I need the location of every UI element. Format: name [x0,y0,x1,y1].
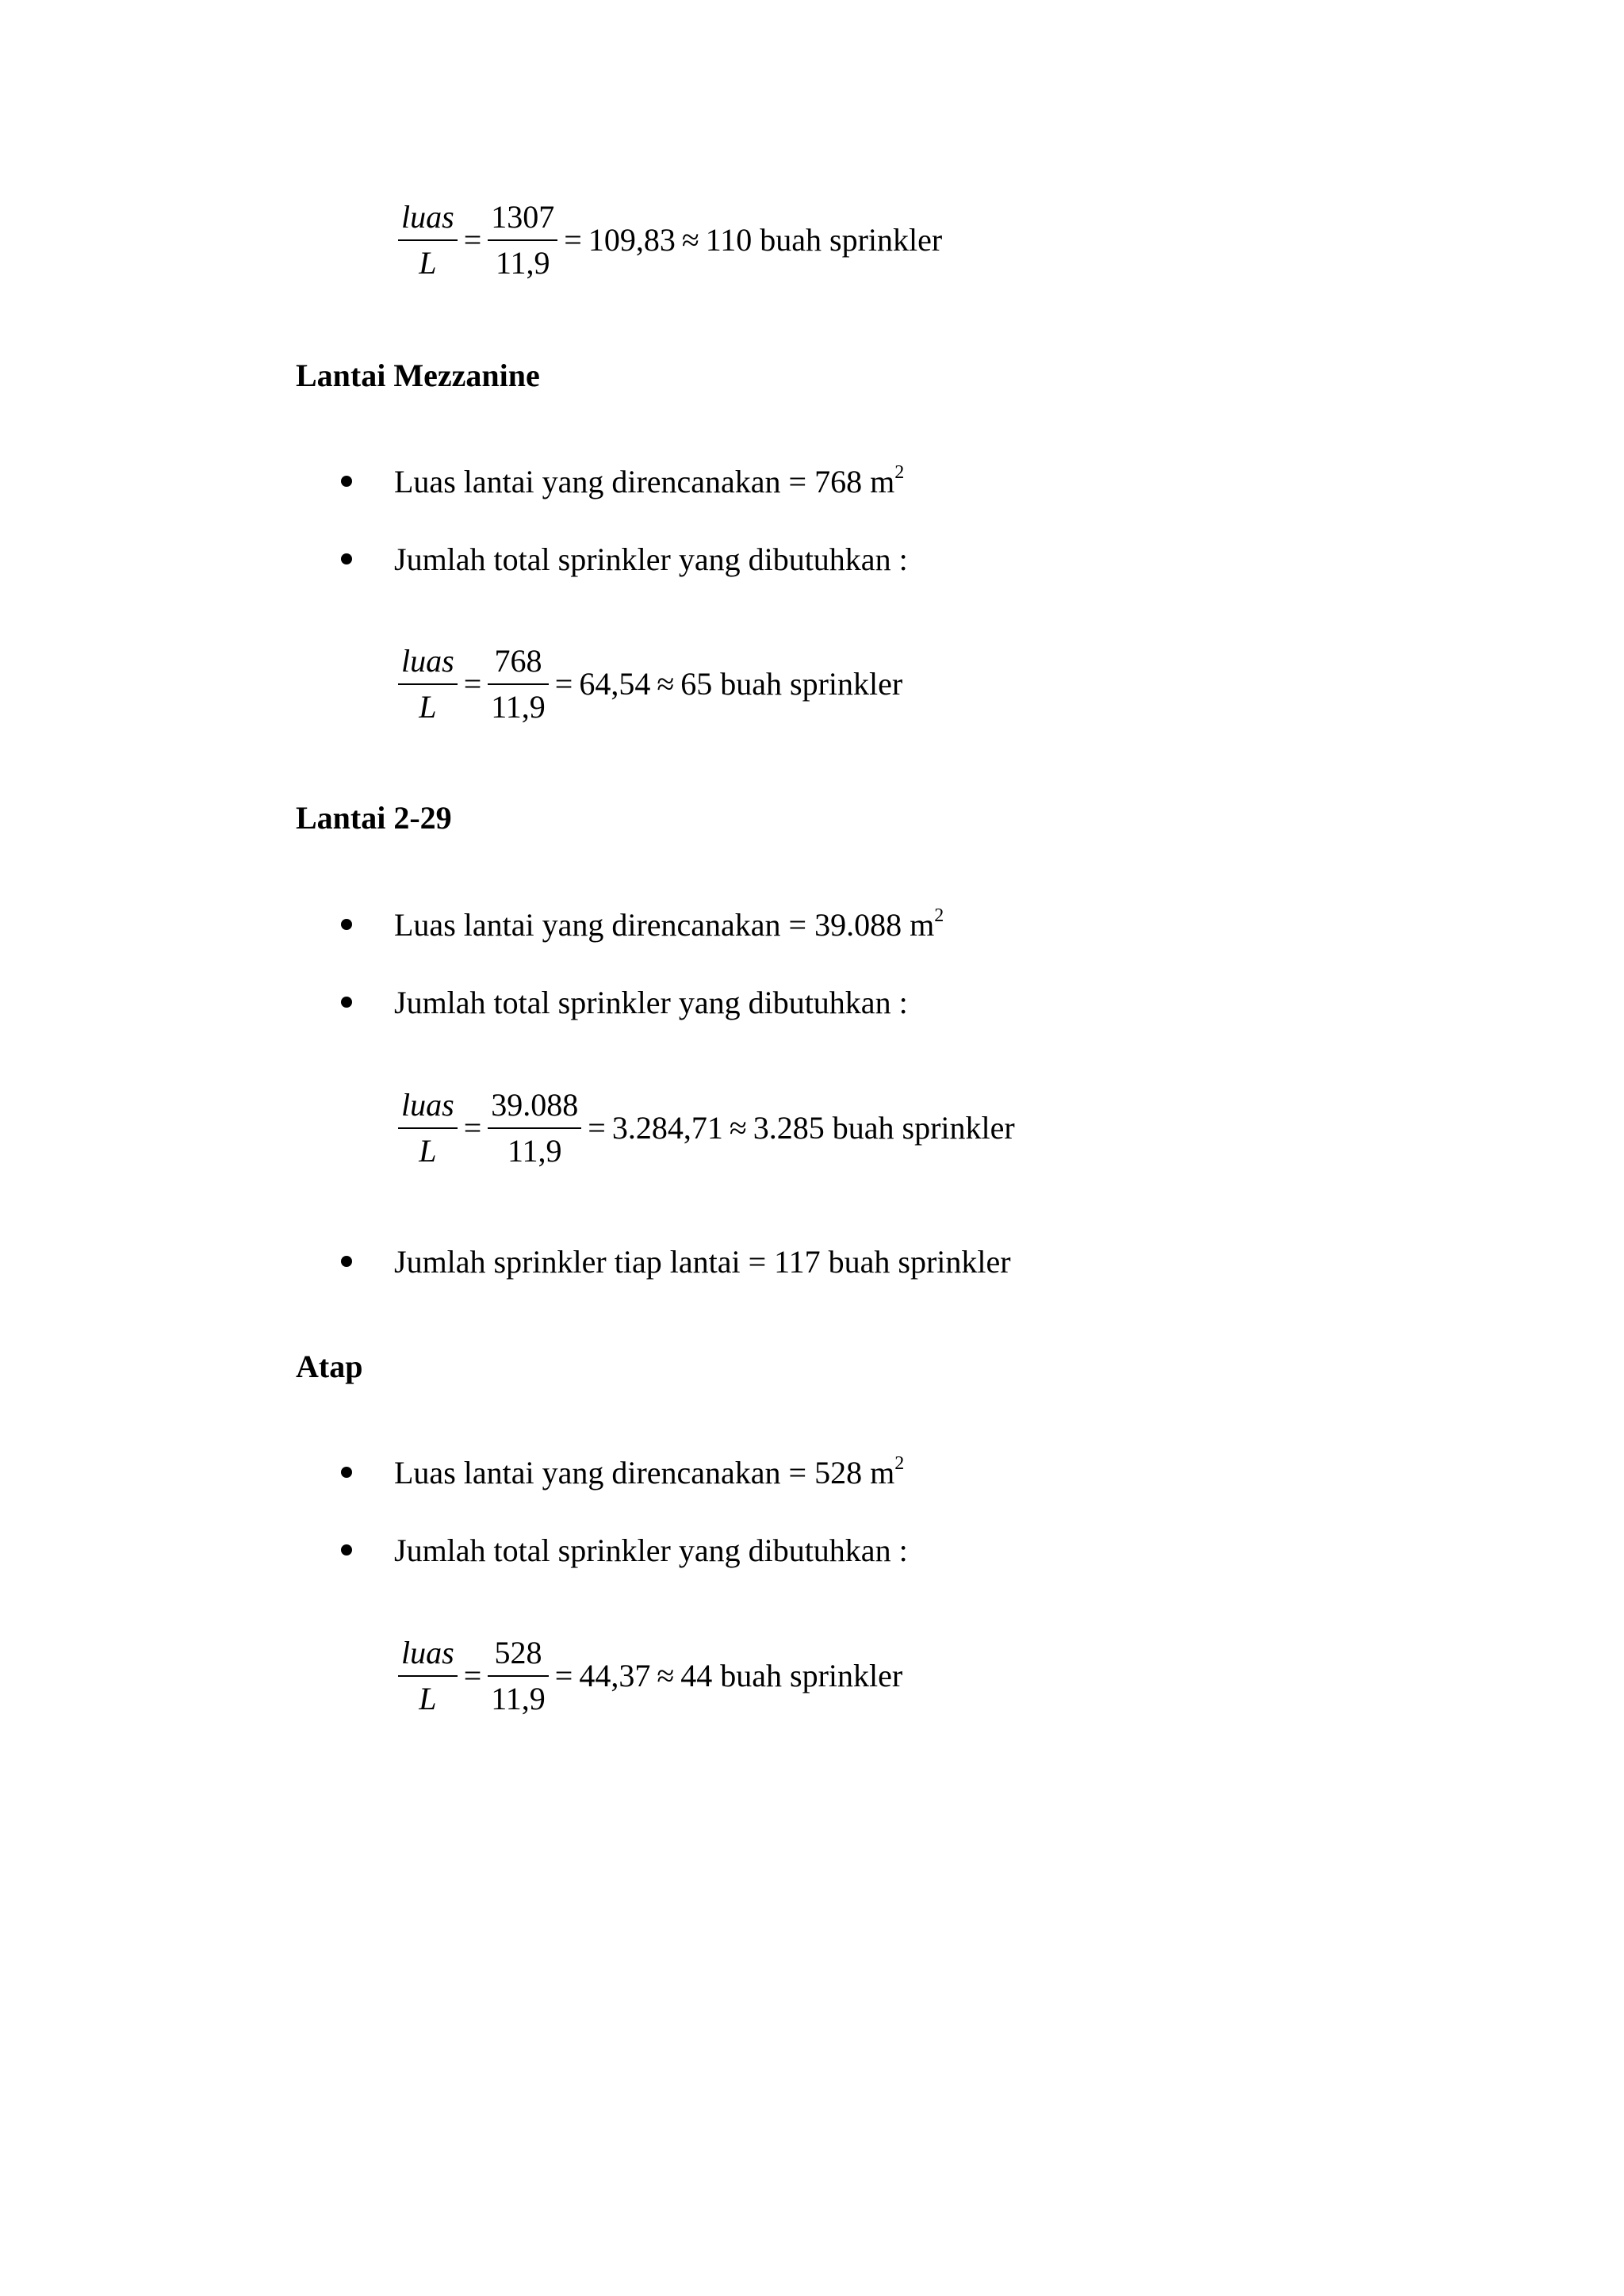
bullet-text: Jumlah total sprinkler yang dibutuhkan : [394,541,908,577]
equation-result: 3.284,71 [611,1110,723,1146]
superscript: 2 [894,1452,905,1474]
fraction-numerator: luas [401,1087,454,1123]
fraction-denominator: 11,9 [495,245,550,281]
bullet-icon [341,1544,352,1556]
bullet-text: Jumlah total sprinkler yang dibutuhkan : [394,985,908,1020]
bullet-icon [341,1467,352,1478]
approx-sign: ≈ [681,222,699,258]
fraction-area-over-coverage [488,1083,581,1173]
fraction-numerator: 528 [494,1635,542,1670]
fraction-numerator: luas [401,643,454,679]
bullet-icon [341,553,352,564]
bullet-icon [341,919,352,930]
section-heading-lantai-2-29: Lantai 2-29 [296,800,452,836]
fraction-luas-over-l [398,639,458,729]
equation-unit: buah sprinkler [760,222,943,258]
fraction-numerator: 1307 [491,199,555,235]
approx-sign: ≈ [729,1110,747,1146]
fraction-numerator: luas [401,199,454,235]
equals-sign: = [463,222,482,258]
equation-rounded: 110 [705,222,753,258]
superscript: 2 [894,461,905,483]
fraction-area-over-coverage [488,1631,549,1721]
equation-rounded: 44 [680,1658,713,1693]
equals-sign: = [554,666,573,702]
fraction-luas-over-l [398,195,458,285]
equation-lantai-2-29 [398,1083,1015,1173]
fraction-denominator: L [419,245,437,281]
bullet-text: Jumlah sprinkler tiap lantai = 117 buah sprinkler [394,1244,1011,1280]
superscript: 2 [934,905,944,926]
bullet-icon [341,1256,352,1267]
equation-top [398,195,942,285]
fraction-denominator: 11,9 [507,1133,562,1169]
section-heading-atap: Atap [296,1349,363,1384]
equals-sign: = [588,1110,606,1146]
equation-rounded: 3.285 [753,1110,825,1146]
equation-atap [398,1631,902,1721]
equals-sign: = [564,222,582,258]
equation-rounded: 65 [680,666,713,702]
bullet-text: Jumlah total sprinkler yang dibutuhkan : [394,1533,908,1568]
fraction-area-over-coverage [488,195,557,285]
fraction-area-over-coverage [488,639,549,729]
equation-unit: buah sprinkler [832,1110,1015,1146]
bullet-icon [341,476,352,487]
equation-mezzanine [398,639,902,729]
equals-sign: = [463,666,482,702]
equation-unit: buah sprinkler [720,666,903,702]
bullet-text: Luas lantai yang direncanakan = 39.088 $m^2$ [394,905,944,943]
fraction-numerator: luas [401,1635,454,1670]
fraction-denominator: L [419,689,437,725]
equation-result: 109,83 [588,222,676,258]
fraction-denominator: L [419,1133,437,1169]
fraction-luas-over-l [398,1631,458,1721]
fraction-denominator: L [419,1681,437,1716]
bullet-text: Luas lantai yang direncanakan = 768 $m^2$ [394,461,905,499]
bullet-icon [341,997,352,1008]
section-heading-mezzanine: Lantai Mezzanine [296,358,540,393]
equation-result: 64,54 [579,666,651,702]
equals-sign: = [463,1110,482,1146]
approx-sign: ≈ [657,666,675,702]
equation-result: 44,37 [579,1658,651,1693]
equation-unit: buah sprinkler [720,1658,903,1693]
fraction-numerator: 39.088 [491,1087,579,1123]
approx-sign: ≈ [657,1658,675,1693]
fraction-luas-over-l [398,1083,458,1173]
bullet-text: Luas lantai yang direncanakan = 528 $m^2$ [394,1452,905,1490]
fraction-numerator: 768 [494,643,542,679]
fraction-denominator: 11,9 [491,1681,546,1716]
equals-sign: = [554,1658,573,1693]
fraction-denominator: 11,9 [491,689,546,725]
equals-sign: = [463,1658,482,1693]
